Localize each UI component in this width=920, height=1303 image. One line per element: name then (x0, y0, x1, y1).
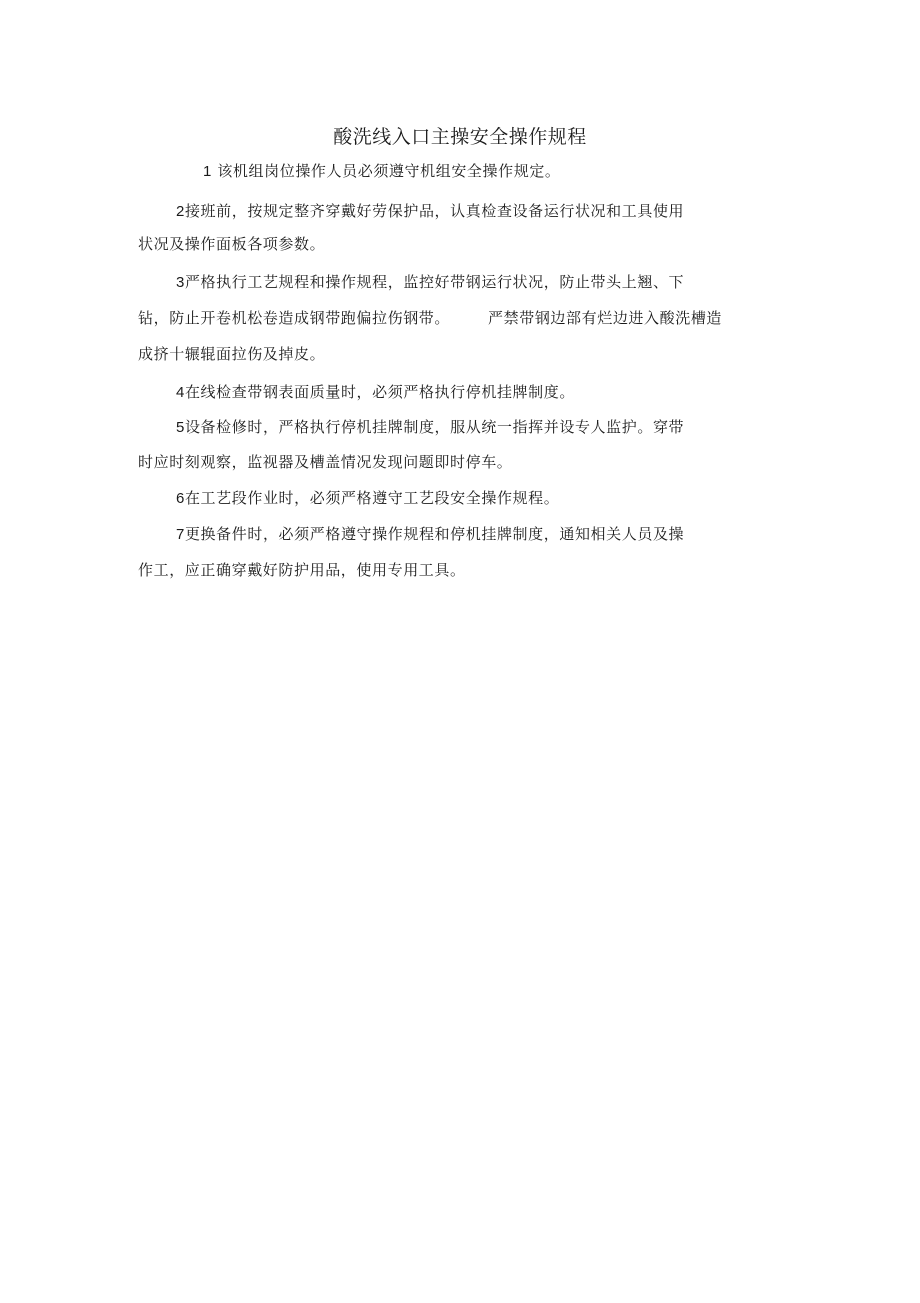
rule-text: 设备检修时，严格执行停机挂牌制度，服从统一指挥并设专人监护。穿带 (184, 418, 685, 436)
rule-number: 1 (203, 163, 212, 180)
rule-text: 在线检查带钢表面质量时，必须严格执行停机挂牌制度。 (184, 383, 575, 401)
rule-item-3-continuation (138, 307, 722, 328)
rule-item-7 (176, 523, 684, 544)
rule-text: 时应时刻观察，监视器及槽盖情况发现问题即时停车。 (138, 453, 513, 471)
rule-number: 5 (176, 419, 185, 436)
document-title: 酸洗线入口主操安全操作规程 (333, 126, 587, 148)
rule-text: 钻，防止开卷机松卷造成钢带跑偏拉伤钢带。 (138, 309, 451, 327)
rule-item-4 (176, 381, 575, 402)
rule-number: 7 (176, 526, 185, 543)
rule-text: 作工，应正确穿戴好防护用品，使用专用工具。 (138, 561, 466, 579)
rule-number: 4 (176, 384, 185, 401)
rule-item-3-continuation (138, 343, 325, 364)
rule-text: 该机组岗位操作人员必须遵守机组安全操作规定。 (217, 162, 561, 180)
rule-text: 严禁带钢边部有烂边进入酸洗槽造 (488, 309, 723, 327)
rule-text: 在工艺段作业时，必须严格遵守工艺段安全操作规程。 (184, 489, 560, 507)
rule-text: 接班前，按规定整齐穿戴好劳保护品，认真检查设备运行状况和工具使用 (184, 202, 685, 220)
rule-number: 2 (176, 203, 185, 220)
rule-item-2 (176, 200, 684, 221)
rule-item-5 (176, 416, 684, 437)
rule-text: 严格执行工艺规程和操作规程，监控好带钢运行状况，防止带头上翘、下 (184, 273, 685, 291)
rule-number: 6 (176, 490, 185, 507)
rule-item-5-continuation (138, 451, 512, 472)
rule-text: 状况及操作面板各项参数。 (138, 235, 326, 253)
rule-number: 3 (176, 274, 185, 291)
rule-item-3 (176, 271, 684, 292)
rule-item-2-continuation (138, 233, 325, 254)
rule-item-7-continuation (138, 559, 466, 580)
rule-item-6 (176, 487, 559, 508)
rule-text: 成挤十辗辊面拉伤及掉皮。 (138, 345, 326, 363)
rule-text: 更换备件时，必须严格遵守操作规程和停机挂牌制度，通知相关人员及操 (184, 525, 685, 543)
rule-item-1 (203, 160, 561, 181)
